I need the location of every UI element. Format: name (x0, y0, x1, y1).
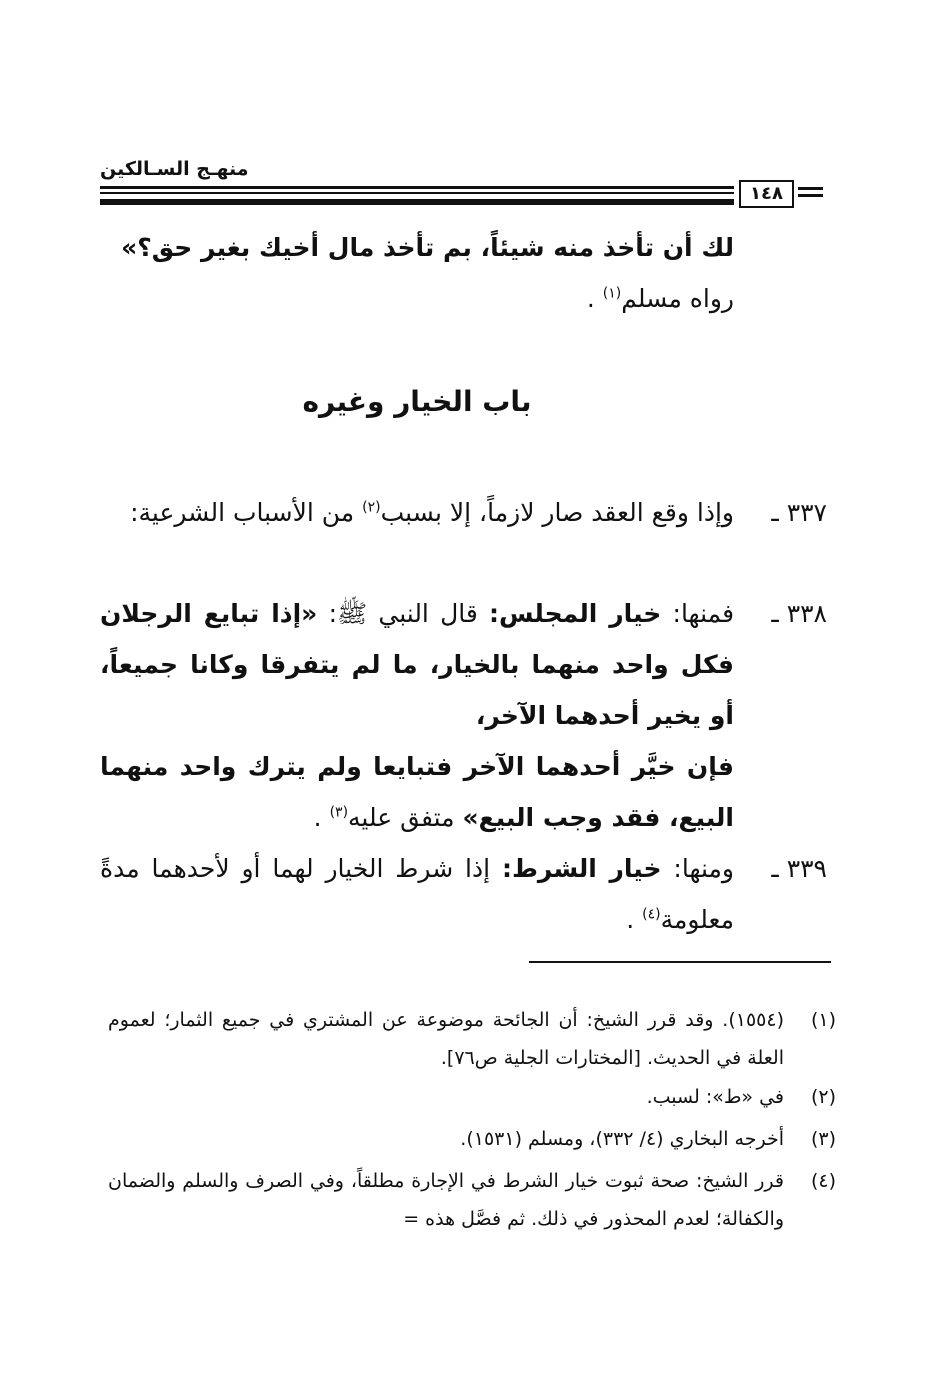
item-lead: فمنها: (672, 599, 735, 628)
continuation-source: رواه مسلم (621, 284, 734, 313)
hadith-text: فإن خيَّر أحدهما الآخر فتبايعا ولم يترك واحد منهما البيع، فقد وجب البيع» (100, 752, 734, 832)
item-text-part: قال النبي ﷺ: (328, 599, 478, 628)
item-text (100, 843, 734, 945)
header-ornament (798, 187, 823, 190)
header-rule (100, 186, 734, 189)
item-text (100, 487, 734, 538)
footnote-text: أخرجه البخاري (٤/ ٣٣٢)، ومسلم (١٥٣١). (460, 1128, 784, 1150)
footnote-text: في «ط»: لسبب. (646, 1086, 784, 1108)
numbered-item (100, 588, 827, 843)
item-text (100, 588, 734, 843)
footnote (108, 1078, 836, 1116)
header-rule (100, 199, 734, 205)
footnote-text: قرر الشيخ: صحة ثبوت خيار الشرط في الإجارة مطلقاً، وفي الصرف والسلم والضمان والكفالة؛ لعدم المحذور في ذلك. ثم فصَّل هذه = (108, 1170, 784, 1230)
footnote-number: (٢) (810, 1086, 836, 1108)
item-subheading: خيار الشرط: (501, 854, 662, 883)
numbered-item (100, 843, 827, 945)
hadith-text: «إذا تبايع الرجلان فكل واحد منهما بالخيار، ما لم يتفرقا وكانا جميعاً، أو يخير أحدهما الآخر، (100, 599, 734, 730)
footnote-ref[interactable]: (١) (602, 285, 622, 302)
numbered-item (100, 487, 827, 538)
footnote-number: (٤) (810, 1170, 836, 1192)
footnote-ref[interactable]: (٢) (362, 499, 381, 516)
footnote-number: (١) (810, 1009, 836, 1031)
item-number: ٣٣٩ ـ (771, 854, 827, 883)
page-number: ١٤٨ (739, 180, 794, 208)
footnote-separator (529, 961, 831, 963)
item-end: . (313, 803, 322, 832)
footnote (108, 1001, 836, 1077)
footnote-ref[interactable]: (٤) (642, 906, 661, 923)
running-header-title: منهـج السـالكين (100, 158, 249, 180)
footnote (108, 1120, 836, 1158)
footnote-number: (٣) (810, 1128, 836, 1150)
continuation-end: . (586, 284, 595, 313)
continuation-paragraph (100, 222, 734, 324)
item-end: . (626, 905, 635, 934)
footnote-text: (١٥٥٤). وقد قرر الشيخ: أن الجائحة موضوعة عن المشتري في جميع الثمار؛ لعموم العلة في الحديث. [المختارات الجلية ص٧٦]. (108, 1009, 784, 1069)
chapter-title: باب الخيار وغيره (302, 385, 532, 418)
item-subheading: خيار المجلس: (489, 599, 662, 628)
hadith-source: متفق عليه (348, 803, 455, 832)
item-lead: ومنها: (673, 854, 734, 883)
continuation-line: لك أن تأخذ منه شيئاً، بم تأخذ مال أخيك بغير حق؟» (121, 233, 734, 262)
header-ornament (798, 194, 823, 197)
item-number: ٣٣٨ ـ (771, 599, 827, 628)
item-text-part: إذا شرط الخيار لهما أو لأحدهما مدةً معلومة (100, 854, 734, 934)
item-text-part: وإذا وقع العقد صار لازماً، إلا بسبب (380, 498, 734, 527)
item-text-part: من الأسباب الشرعية: (130, 498, 355, 527)
header-rule (100, 192, 734, 194)
footnote (108, 1162, 836, 1238)
item-number: ٣٣٧ ـ (771, 498, 827, 527)
footnote-ref[interactable]: (٣) (329, 804, 349, 821)
